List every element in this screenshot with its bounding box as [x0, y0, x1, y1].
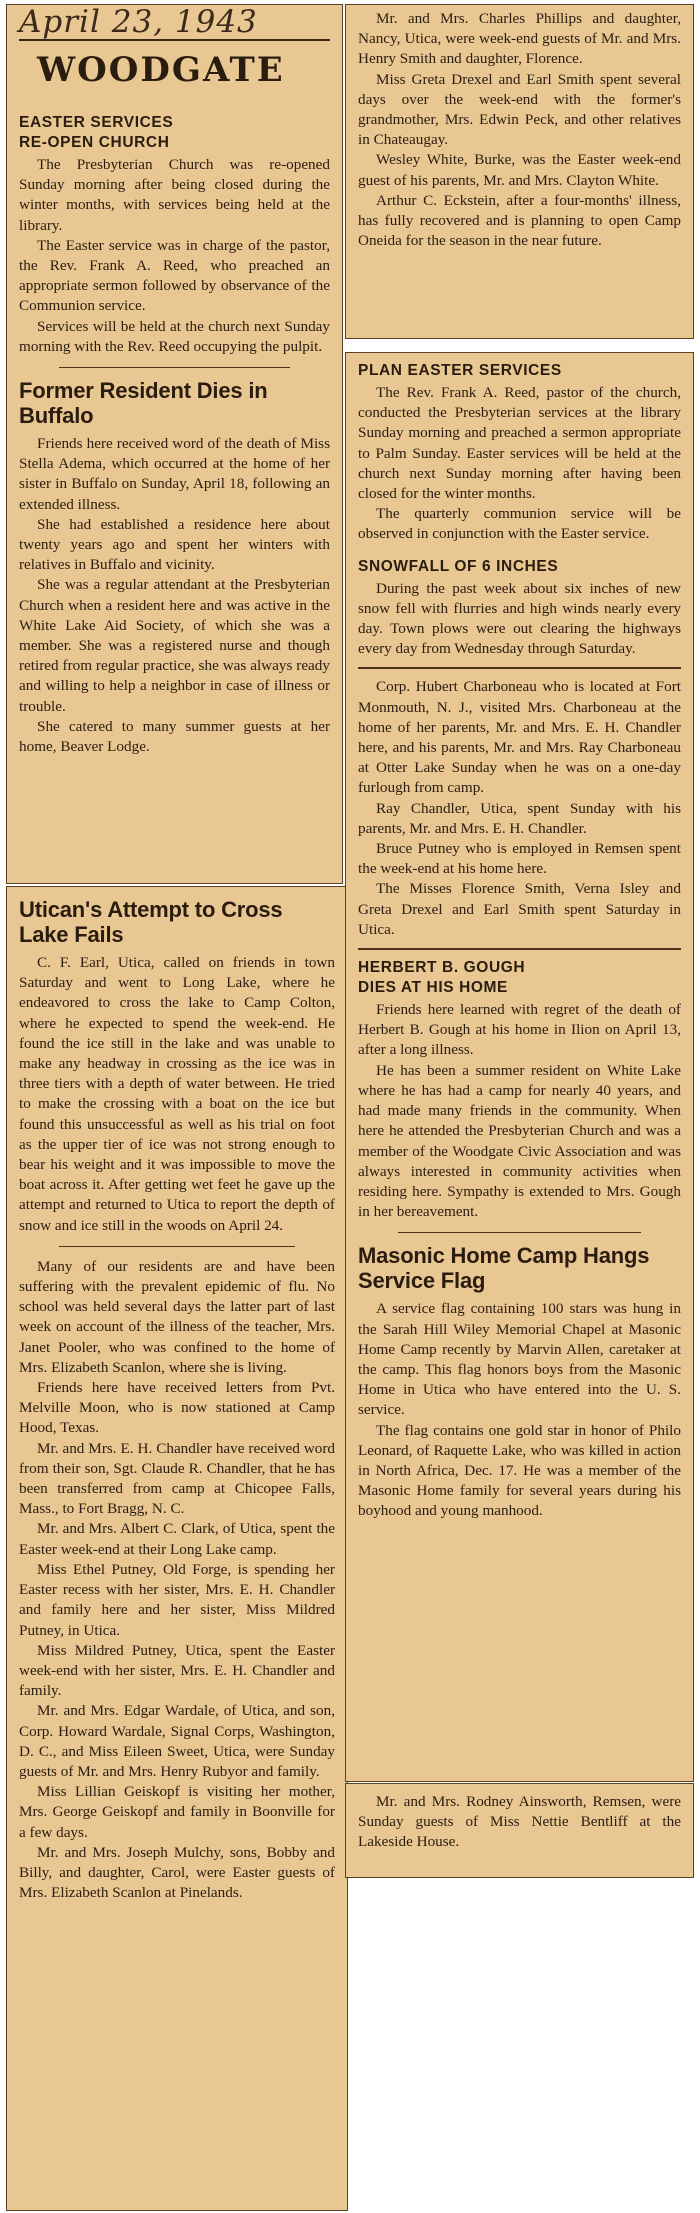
- easter-paragraph: Services will be held at the church next Sunday morning with the Rev. Reed occupying the pulpit.: [19, 317, 330, 355]
- clipping-woodgate-easter: [6, 4, 343, 884]
- masonic-article: [358, 1299, 681, 1521]
- easter-paragraph: The Easter service was in charge of the pastor, the Rev. Frank A. Reed, who preached an appropriate sermon followed by observance of the Communion service.: [19, 236, 330, 315]
- former-resident-headline: Former Resident Dies in Buffalo: [19, 378, 268, 429]
- clipping-right-top: [345, 4, 694, 339]
- personal-item: Mr. and Mrs. Joseph Mulchy, sons, Bobby and Billy, and daughter, Carol, were Easter guests of Mrs. Elizabeth Scanlon at Pinelands.: [19, 1843, 335, 1902]
- personal-item: Miss Lillian Geiskopf is visiting her mother, Mrs. George Geiskopf and family in Boonville for a few days.: [19, 1783, 335, 1841]
- plan-easter-kicker: PLAN EASTER SERVICES: [358, 362, 562, 379]
- personal-item: Mr. and Mrs. Albert C. Clark, of Utica, spent the Easter week-end at their Long Lake camp.: [19, 1520, 335, 1558]
- masonic-paragraph: A service flag containing 100 stars was hung in the Sarah Hill Wiley Memorial Chapel at Masonic Home Camp recently by Marvin Allen, caretaker at the camp. This flag honors boys from the Masonic Home in Utica who have entered into the U. S. service.: [358, 1300, 681, 1419]
- personal-item: Mr. and Mrs. Charles Phillips and daughter, Nancy, Utica, were week-end guests of Mr. and Mrs. Henry Smith and daughter, Florence.: [358, 10, 681, 68]
- divider: [59, 367, 290, 368]
- personal-item: Many of our residents are and have been suffering with the prevalent epidemic of flu. No school was held several days the latter part of last week on account of the illness of the teacher, Mrs. Janet Pooler, who was confined to the home of Mrs. Elizabeth Scanlon, where she is living.: [19, 1257, 335, 1376]
- utican-article: [19, 953, 335, 1236]
- personal-item: Arthur C. Eckstein, after a four-months' illness, has fully recovered and is planning to open Camp Oneida for the season in the near future.: [358, 191, 681, 250]
- former-resident-paragraph: She catered to many summer guests at her home, Beaver Lodge.: [19, 717, 330, 756]
- personal-item: Miss Ethel Putney, Old Forge, is spending her Easter recess with her sister, Mrs. E. H. Chandler and family here and her sister, Miss Mildred Putney, in Utica.: [19, 1560, 335, 1639]
- handwritten-date: April 23, 1943: [19, 4, 258, 40]
- snowfall-kicker: SNOWFALL OF 6 INCHES: [358, 557, 559, 575]
- gough-kicker-2: DIES AT HIS HOME: [358, 979, 508, 997]
- gough-article: [358, 1000, 681, 1222]
- right-top-personals: [358, 9, 681, 251]
- masonic-headline: Masonic Home Camp Hangs Service Flag: [358, 1243, 650, 1294]
- utican-paragraph: C. F. Earl, Utica, called on friends in town Saturday and went to Long Lake, where he endeavored to cross the lake to Camp Colton, where he expected to spend the week-end. He found the ice still in the lake and was unable to make any headway in crossing as the ice was in three tiers with a depth of water between. He tried to make the crossing with a boat on the ice but found this unsuccessful as well as his trial on foot as the upper tier of ice was not strong enough to bear his weight and it was impossible to move the boat across it. After getting wet feet he gave up the attempt and returned to Utica to report the depth of snow and ice still in the woods on April 24.: [19, 954, 335, 1234]
- masonic-paragraph: The flag contains one gold star in honor of Philo Leonard, of Raquette Lake, who was killed in action in North Africa, Dec. 17. He was a member of the Masonic Home family for several years during his boyhood and young manhood.: [358, 1421, 681, 1520]
- personal-item: Miss Greta Drexel and Earl Smith spent several days over the week-end with the former's grandmother, Mrs. Edwin Peck, and other relatives in Chateaugay.: [358, 70, 681, 149]
- former-resident-paragraph: She was a regular attendant at the Presbyterian Church when a resident here and was active in the White Lake Aid Society, of which she was a member. She was a registered nurse and though retired from regular practice, she was always ready and willing to help a neighbor in case of illness or trouble.: [19, 576, 330, 715]
- charboneau-personals: [358, 677, 681, 940]
- former-resident-paragraph: She had established a residence here about twenty years ago and spent her winters with relatives in Buffalo and vicinity.: [19, 515, 330, 574]
- divider: [59, 1246, 295, 1247]
- clipping-right-main: [345, 352, 694, 1782]
- personal-item: Miss Mildred Putney, Utica, spent the Easter week-end with her sister, Mrs. E. H. Chandler and family.: [19, 1641, 335, 1700]
- personal-item: The Misses Florence Smith, Verna Isley and Greta Drexel and Earl Smith spent Saturday in Utica.: [358, 880, 681, 938]
- personal-item: Mr. and Mrs. E. H. Chandler have received word from their son, Sgt. Claude R. Chandler, that he has been transferred from camp at Chicopee Falls, Mass., to Fort Bragg, N. C.: [19, 1439, 335, 1518]
- easter-article: [19, 155, 330, 357]
- former-resident-paragraph: Friends here received word of the death of Miss Stella Adema, which occurred at the home of her sister in Buffalo on Sunday, April 18, following an extended illness.: [19, 435, 330, 513]
- gough-paragraph: He has been a summer resident on White Lake where he has had a camp for nearly 40 years, and had made many friends in the community. When here he attended the Presbyterian Church and was a member of the Woodgate Civic Association and was always interested in community activities when residing here. Sympathy is extended to Mrs. Gough in her bereavement.: [358, 1061, 681, 1221]
- snowfall-paragraph: During the past week about six inches of new snow fell with flurries and high winds nearly every day. Town plows were out clearing the highways every day from Wednesday through Saturday.: [358, 579, 681, 658]
- plan-easter-article: [358, 383, 681, 545]
- personal-item: Wesley White, Burke, was the Easter week-end guest of his parents, Mr. and Mrs. Clayton White.: [358, 151, 681, 189]
- personal-item: Bruce Putney who is employed in Remsen spent the week-end at his home here.: [358, 840, 681, 878]
- divider: [398, 1232, 641, 1233]
- divider: [358, 948, 681, 950]
- plan-easter-paragraph: The Rev. Frank A. Reed, pastor of the church, conducted the Presbyterian services at the library Sunday morning and preached a sermon appropriate to Palm Sunday. Easter services will be held at the church next Sunday morning after having been closed for the winter months.: [358, 384, 681, 503]
- personal-item: Mr. and Mrs. Rodney Ainsworth, Remsen, were Sunday guests of Miss Nettie Bentliff at the Lakeside House.: [358, 1793, 681, 1851]
- personal-item: Ray Chandler, Utica, spent Sunday with his parents, Mr. and Mrs. E. H. Chandler.: [358, 799, 681, 837]
- divider: [358, 667, 681, 669]
- easter-kicker-2: RE-OPEN CHURCH: [19, 134, 170, 151]
- masthead: WOODGATE: [37, 50, 285, 90]
- easter-kicker-1: EASTER SERVICES: [19, 114, 174, 131]
- personal-item: Mr. and Mrs. Edgar Wardale, of Utica, and son, Corp. Howard Wardale, Signal Corps, Washington, D. C., and Miss Eileen Sweet, Utica, were Sunday guests of Mr. and Mrs. Henry Rubyor and family.: [19, 1702, 335, 1780]
- personal-item: Friends here have received letters from Pvt. Melville Moon, who is now stationed at Camp Hood, Texas.: [19, 1379, 335, 1437]
- personal-item: Corp. Hubert Charboneau who is located at Fort Monmouth, N. J., visited Mrs. Charboneau at the home of her parents, Mr. and Mrs. E. H. Chandler here, and his parents, Mr. and Mrs. Ray Charboneau at Otter Lake Sunday when he was on a one-day furlough from camp.: [358, 678, 681, 797]
- gough-kicker-1: HERBERT B. GOUGH: [358, 959, 526, 977]
- clipping-utican-lake: [6, 886, 348, 2211]
- former-resident-article: [19, 434, 330, 757]
- plan-easter-paragraph: The quarterly communion service will be observed in conjunction with the Easter service.: [358, 505, 681, 543]
- snowfall-article: [358, 579, 681, 660]
- utican-headline: Utican's Attempt to Cross Lake Fails: [19, 897, 283, 947]
- easter-paragraph: The Presbyterian Church was re-opened Sunday morning after being closed during the winter months, with services being held at the library.: [19, 156, 330, 234]
- gough-paragraph: Friends here learned with regret of the death of Herbert B. Gough at his home in Ilion on April 13, after a long illness.: [358, 1001, 681, 1059]
- left-personals: [19, 1257, 335, 1904]
- clipping-right-bottom: [345, 1783, 694, 1878]
